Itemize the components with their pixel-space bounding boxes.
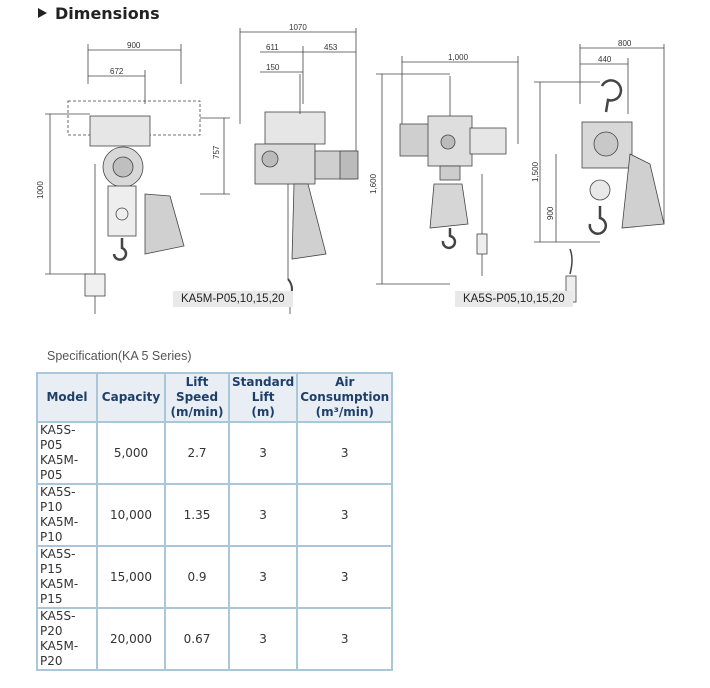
side-view-dimension-labels [266,24,338,72]
dim-900: 900 [127,41,141,50]
cell-capacity: 20,000 [97,608,165,670]
model-line: KA5M- [40,577,79,591]
cell-capacity: 10,000 [97,484,165,546]
header-model: Model [37,373,97,422]
cell-model [37,546,97,608]
header-air-consumption [297,373,392,422]
model-line: P05 [40,438,63,452]
dim-453: 453 [324,43,338,52]
cell-model [37,608,97,670]
model-line: P15 [40,592,63,606]
header-lift-speed-l1: Lift [185,375,209,389]
hoist-front-view [45,44,230,314]
cell-standard-lift: 3 [229,608,297,670]
model-line: P10 [40,530,63,544]
header-capacity: Capacity [97,373,165,422]
table-row [37,546,392,608]
cell-model [37,422,97,484]
dim-757: 757 [212,145,221,159]
dim-1-000: 1,000 [448,53,469,62]
cell-standard-lift: 3 [229,546,297,608]
header-standard-lift [229,373,297,422]
cell-standard-lift: 3 [229,422,297,484]
header-standard-lift-l1: Standard [232,375,295,389]
spec-header-row [37,373,392,422]
model-line: P20 [40,654,63,668]
dim-800: 800 [618,39,632,48]
table-row [37,608,392,670]
cell-capacity: 15,000 [97,546,165,608]
dim-1-600: 1,600 [369,173,378,194]
model-line: KA5S- [40,485,76,499]
hoist-ka5s-side-view [534,44,664,302]
header-lift-speed-l2: Speed [175,390,219,404]
model-line: P15 [40,562,63,576]
spec-table [36,372,393,671]
dim-611: 611 [266,43,279,52]
table-row [37,484,392,546]
cell-lift-speed: 0.67 [165,608,229,670]
cell-air-consumption: 3 [297,484,392,546]
header-air-l1: Air [335,375,355,389]
cell-capacity: 5,000 [97,422,165,484]
spec-title: Specification(KA 5 Series) [47,349,192,363]
table-row [37,422,392,484]
model-line: P20 [40,624,63,638]
cell-air-consumption: 3 [297,422,392,484]
header-air-l3: (m³/min) [315,405,374,419]
header-standard-lift-l3: (m) [251,405,275,419]
cell-standard-lift: 3 [229,484,297,546]
model-line: KA5M- [40,453,79,467]
dim-672: 672 [110,67,124,76]
model-label-ka5m: KA5M-P05,10,15,20 [173,291,293,307]
header-lift-speed [165,373,229,422]
section-title: Dimensions [55,3,160,23]
model-line: KA5M- [40,639,79,653]
dim-1000: 1000 [36,181,45,199]
header-standard-lift-l2: Lift [251,390,275,404]
header-air-l2: Consumption [300,390,390,404]
cell-model [37,484,97,546]
model-line: KA5S- [40,609,76,623]
dim-440: 440 [598,55,612,64]
cell-lift-speed: 2.7 [165,422,229,484]
dim-1-500: 1,500 [531,161,540,182]
cell-air-consumption: 3 [297,546,392,608]
dim-900: 900 [546,206,555,220]
model-line: P05 [40,468,63,482]
model-line: KA5S- [40,547,76,561]
triangle-bullet-icon [38,8,47,18]
model-line: KA5S- [40,423,76,437]
hoist-side-view [240,28,358,314]
dim-1070: 1070 [289,24,307,32]
cell-lift-speed: 0.9 [165,546,229,608]
header-lift-speed-l3: (m/min) [170,405,224,419]
model-line: KA5M- [40,515,79,529]
model-label-ka5s: KA5S-P05,10,15,20 [455,291,573,307]
hoist-ka5s-front-view [376,56,518,284]
model-line: P10 [40,500,63,514]
dim-150: 150 [266,63,280,72]
dimension-drawing [0,24,710,324]
cell-lift-speed: 1.35 [165,484,229,546]
section-heading [38,3,160,23]
cell-air-consumption: 3 [297,608,392,670]
